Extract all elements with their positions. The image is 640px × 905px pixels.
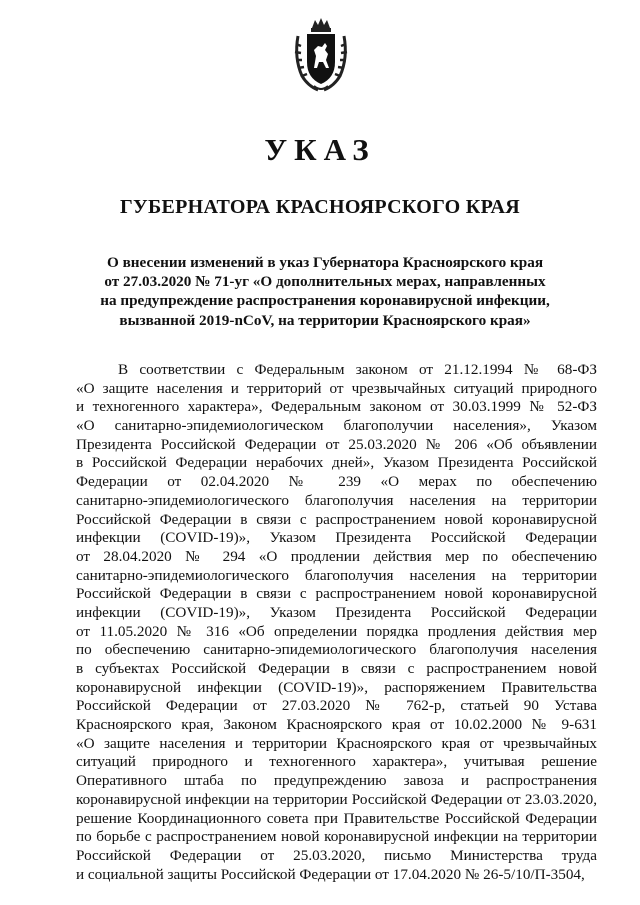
body-line: от 11.05.2020 № 316 «Об определении порядка продления действия мер: [76, 622, 597, 640]
body-line: Федерации от 02.04.2020 № 239 «О мерах по обеспечению: [76, 473, 597, 491]
body-line: Российской Федерации от 25.03.2020, письмо Министерства труда: [76, 846, 597, 864]
subject-line: О внесении изменений в указ Губернатора Красноярского края: [106, 254, 544, 271]
body-line: Президента Российской Федерации от 25.03.2020 № 206 «Об объявлении: [76, 435, 597, 453]
body-line: инфекции (COVID-19)», Указом Президента Российской Федерации: [76, 603, 597, 621]
body-line: коронавирусной инфекции (COVID-19)», распоряжением Правительства: [76, 678, 597, 696]
krasnoyarsk-coat-of-arms-icon: [292, 16, 350, 94]
body-line: решение Координационного совета при Правительстве Российской Федерации: [76, 809, 597, 827]
body-line: Российской Федерации в связи с распространением новой коронавирусной: [76, 585, 597, 603]
body-line: и социальной защиты Российской Федерации от 17.04.2020 № 26-5/10/П-3504,: [76, 865, 585, 883]
body-line: по борьбе с распространением новой коронавирусной инфекции на территории: [76, 828, 597, 846]
body-line: «О защите населения и территории Красноярского края от чрезвычайных: [76, 734, 597, 752]
preamble-paragraph: [76, 361, 597, 884]
decree-subject: [80, 253, 570, 330]
issuer-heading: ГУБЕРНАТОРА КРАСНОЯРСКОГО КРАЯ: [119, 196, 521, 218]
body-line: Красноярского края, Законом Красноярского края от 10.02.2000 № 9-631: [76, 716, 597, 734]
body-line: Российской Федерации в связи с распространением новой коронавирусной: [76, 510, 597, 528]
body-line: коронавирусной инфекции на территории Российской Федерации от 23.03.2020,: [76, 790, 597, 808]
body-line: Оперативного штаба по предупреждению завоза и распространения: [76, 772, 597, 790]
body-line: в субъектах Российской Федерации в связи с распространением новой: [76, 660, 597, 677]
decree-title: УКАЗ: [264, 132, 376, 167]
body-line: и техногенного характера», Федеральным законом от 30.03.1999 № 52-ФЗ: [76, 398, 597, 416]
subject-line: от 27.03.2020 № 71-уг «О дополнительных мерах, направленных: [104, 273, 546, 291]
subject-line: на предупреждение распространения коронавирусной инфекции,: [100, 292, 550, 310]
body-line: в Российской Федерации нерабочих дней», Указом Президента Российской: [76, 454, 597, 472]
body-line: Российской Федерации от 27.03.2020 № 762-р, статьей 90 Устава: [76, 697, 597, 715]
body-line: по обеспечению санитарно-эпидемиологического благополучия населения: [76, 641, 597, 659]
body-line: санитарно-эпидемиологического благополучия населения на территории: [76, 491, 597, 509]
body-line: «О защите населения и территорий от чрезвычайных ситуаций природного: [76, 379, 597, 397]
subject-line: вызванной 2019-nCoV, на территории Красноярского края»: [119, 311, 531, 329]
body-line: от 28.04.2020 № 294 «О продлении действия мер по обеспечению: [76, 547, 597, 565]
body-line: «О санитарно-эпидемиологическом благополучии населения», Указом: [76, 417, 597, 435]
body-line: инфекции (COVID-19)», Указом Президента Российской Федерации: [76, 529, 597, 547]
body-line: ситуаций природного и техногенного характера», учитывая решение: [76, 753, 597, 771]
body-line: санитарно-эпидемиологического благополучия населения на территории: [76, 566, 597, 584]
body-line: В соответствии с Федеральным законом от 21.12.1994 № 68-ФЗ: [118, 361, 597, 378]
